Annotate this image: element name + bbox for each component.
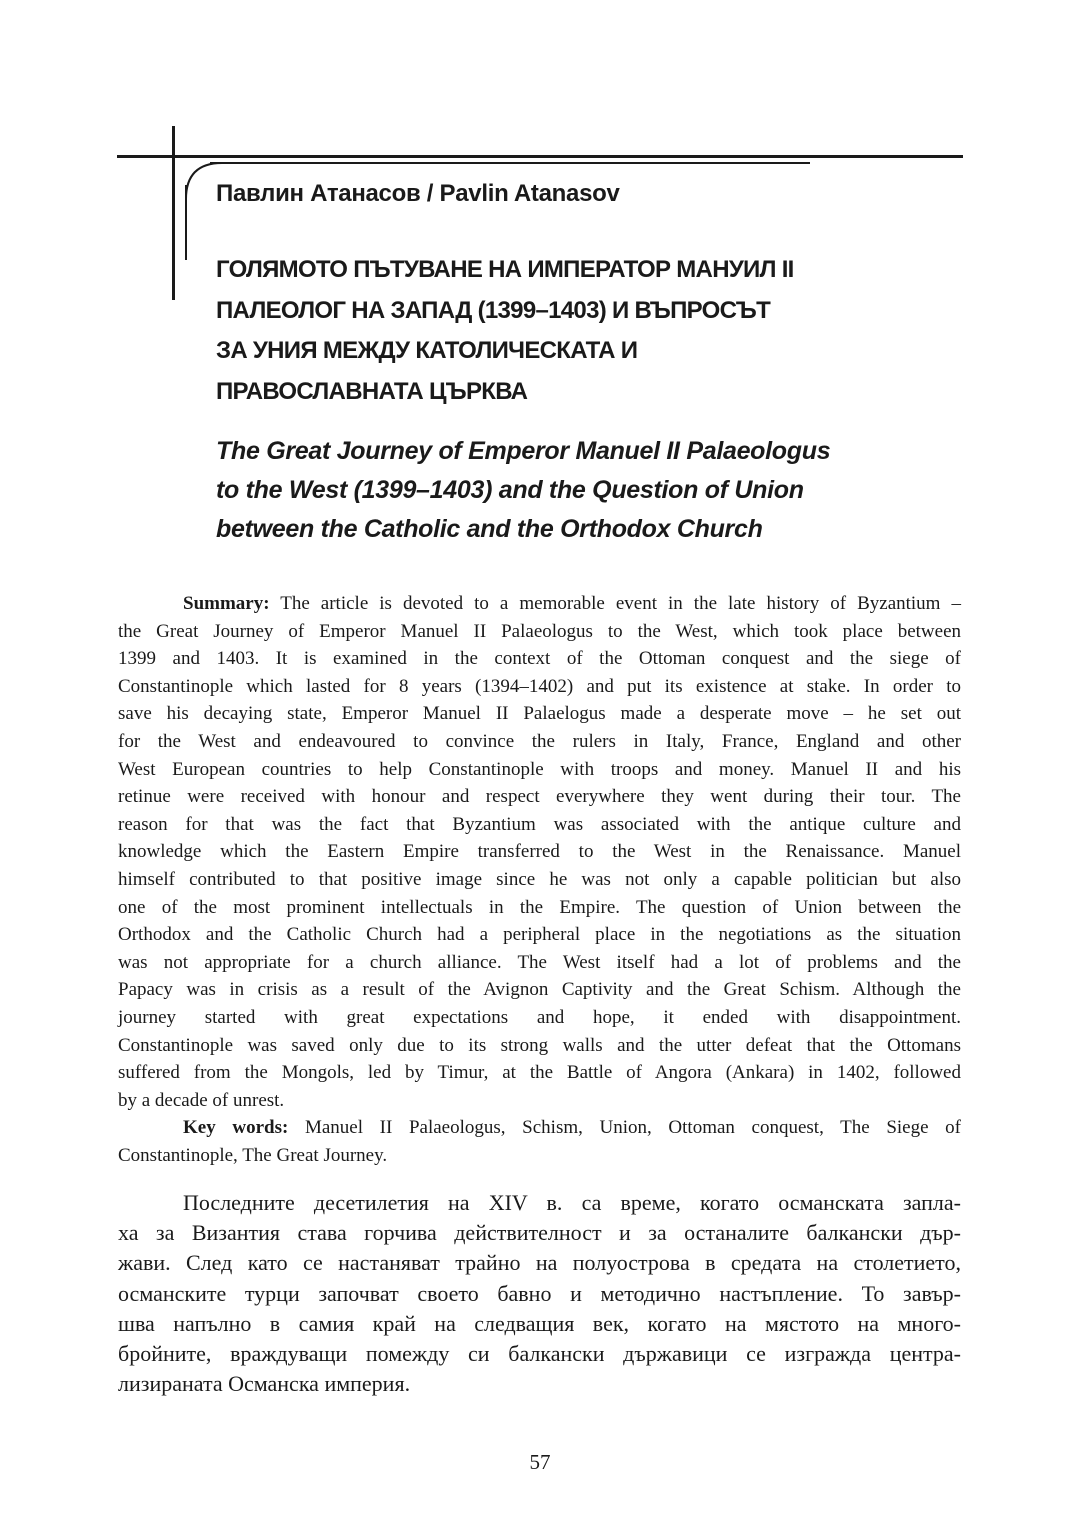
summary-first-line: Summary: The article is devoted to a memorable event in the late history of Byzantium – bbox=[183, 593, 961, 614]
summary-line: Constantinople was saved only due to its strong walls and the utter defeat that the Ottomans bbox=[118, 1034, 961, 1056]
summary-line: one of the most prominent intellectuals in the Empire. The question of Union between the bbox=[118, 896, 961, 918]
title-en-line: The Great Journey of Emperor Manuel II Palaeologus bbox=[216, 437, 831, 465]
title-bg-line: ПАЛЕОЛОГ НА ЗАПАД (1399–1403) И ВЪПРОСЪТ bbox=[216, 296, 771, 324]
summary-line: retinue were received with honour and respect everywhere they went during their tour. The bbox=[118, 786, 961, 808]
summary-line: Constantinople which lasted for 8 years (1394–1402) and put its existence at stake. In order to bbox=[118, 675, 961, 697]
header-rule-vertical bbox=[172, 126, 175, 300]
body-line: Последните десетилетия на XIV в. са време, когато османската запла- bbox=[183, 1190, 961, 1215]
keywords-line: Constantinople, The Great Journey. bbox=[118, 1144, 388, 1166]
body-line: ха за Византия става горчива действителност и за останалите балкански дър- bbox=[118, 1220, 961, 1246]
title-en-line: to the West (1399–1403) and the Question of Union bbox=[216, 476, 804, 504]
title-en-line: between the Catholic and the Orthodox Church bbox=[216, 515, 763, 543]
summary-line: reason for that was the fact that Byzantium was associated with the antique culture and bbox=[118, 813, 961, 835]
keywords-first-line: Key words: Manuel II Palaeologus, Schism, Union, Ottoman conquest, The Siege of bbox=[183, 1117, 962, 1139]
summary-line: West European countries to help Constantinople with troops and money. Manuel II and his bbox=[118, 758, 961, 780]
body-line: османските турци започват своето бавно и методично настъпление. То завър- bbox=[118, 1280, 961, 1306]
summary-line: was not appropriate for a church alliance. The West itself had a lot of problems and the bbox=[118, 951, 961, 973]
summary-label: Summary: bbox=[183, 593, 270, 614]
title-english bbox=[216, 432, 976, 549]
author-name: Павлин Атанасов / Pavlin Atanasov bbox=[216, 180, 620, 207]
body-line: шва напълно в самия край на следващия век, когато на мястото на много- bbox=[118, 1310, 961, 1336]
header-rule-top bbox=[117, 155, 963, 158]
title-bg-line: ПРАВОСЛАВНАТА ЦЪРКВА bbox=[216, 377, 528, 405]
summary-line: save his decaying state, Emperor Manuel II Palaelogus made a desperate move – he set out bbox=[118, 703, 961, 725]
summary-line: 1399 and 1403. It is examined in the context of the Ottoman conquest and the siege of bbox=[118, 648, 961, 670]
summary-line: for the West and endeavoured to convince the rulers in Italy, France, England and other bbox=[118, 730, 961, 752]
title-bg-line: ЗА УНИЯ МЕЖДУ КАТОЛИЧЕСКАТА И bbox=[216, 337, 638, 364]
abstract bbox=[118, 590, 961, 1169]
body-line: бройните, враждуващи помежду си балкански държавици се изгражда центра- bbox=[118, 1340, 961, 1366]
summary-line: journey started with great expectations and hope, it ended with disappointment. bbox=[118, 1006, 961, 1028]
summary-line: Orthodox and the Catholic Church had a peripheral place in the negotiations as the situation bbox=[118, 924, 961, 946]
keywords-label: Key words: bbox=[183, 1117, 289, 1139]
summary-line: knowledge which the Eastern Empire transferred to the West in the Renaissance. Manuel bbox=[118, 841, 961, 863]
body-line: жави. След като се настаняват трайно на полуострова в средата на столетието, bbox=[118, 1250, 961, 1276]
summary-line: Papacy was in crisis as a result of the Avignon Captivity and the Great Schism. Although the bbox=[118, 979, 961, 1001]
body-line: лизираната Османска империя. bbox=[118, 1371, 411, 1397]
header-rule-inner bbox=[210, 162, 810, 164]
summary-line: by a decade of unrest. bbox=[118, 1089, 285, 1111]
summary-line: suffered from the Mongols, led by Timur, at the Battle of Angora (Ankara) in 1402, followed bbox=[118, 1062, 961, 1084]
body-paragraph bbox=[118, 1188, 961, 1399]
summary-line: the Great Journey of Emperor Manuel II Palaeologus to the West, which took place between bbox=[118, 620, 961, 642]
title-bg-line: ГОЛЯМОТО ПЪТУВАНЕ НА ИМПЕРАТОР МАНУИЛ II bbox=[216, 256, 794, 283]
title-bulgarian bbox=[216, 250, 976, 412]
summary-line: himself contributed to that positive image since he was not only a capable politician but also bbox=[118, 868, 961, 890]
page-number: 57 bbox=[529, 1450, 551, 1474]
